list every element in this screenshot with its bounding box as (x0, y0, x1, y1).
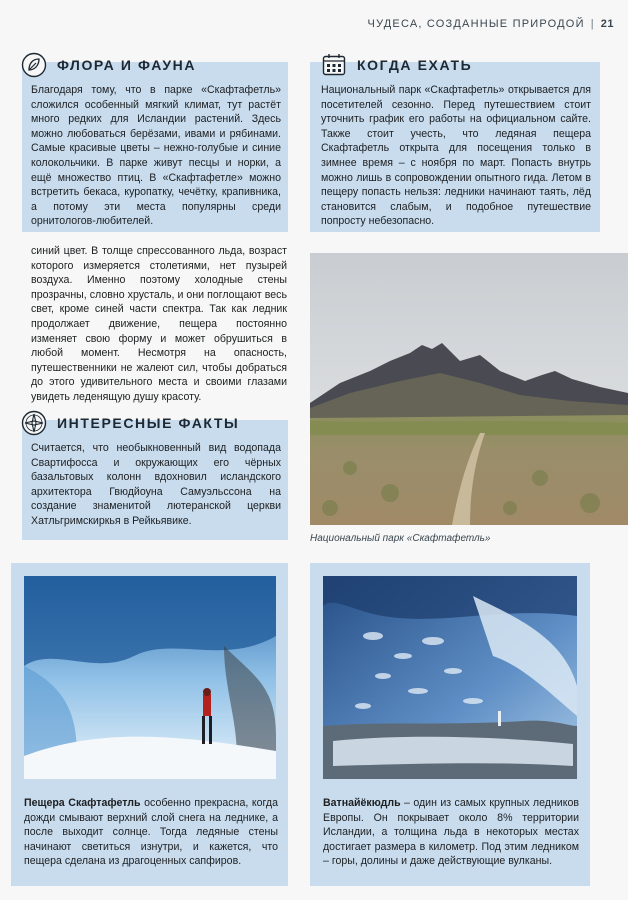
running-header (368, 18, 614, 30)
glacier-caption (323, 796, 579, 869)
cave-caption-bold: Пещера Скафтафетль (24, 797, 141, 809)
facts-text: Считается, что необыкновенный вид водопада Свартифосса и окружающих его чёрных базальтовых колонн вдохновил исландского архитектора Гвюдйоуна Самуэльссона на создание знаменитой лютеранской церкви Хатльгримскиркья в Рейкьявике. (31, 442, 281, 527)
cave-caption-rest: особенно прекрасна, когда дожди смывают верхний слой снега на леднике, а после выходит солнце. Тогда ледяные стены начинают светиться изнутри, и кажется, что пещера сделана из драгоценных сапфиров. (24, 797, 278, 868)
continued-text: синий цвет. В толще спрессованного льда, возраст которого измеряется столетиями, нет пузырей воздуха. Именно поэтому холодные стены прозрачны, словно хрусталь, и они поглощают весь свет, кроме синей части спектра. Так как ледник продолжает движение, пещера постоянно изменяет свою форму и может обрушиться в любой момент. Несмотря на опасность, путешественники не жалеют сил, чтобы добраться до этого удивительного места и своими глазами увидеть леденящую душу красоту. (31, 245, 287, 403)
when-heading (320, 51, 472, 79)
running-header-section: ЧУДЕСА, СОЗДАННЫЕ ПРИРОДОЙ (367, 18, 585, 30)
flora-heading (20, 51, 196, 79)
when-title: КОГДА ЕХАТЬ (357, 57, 473, 73)
facts-heading (20, 409, 239, 437)
park-photo-caption: Национальный парк «Скафтафетль» (310, 533, 491, 544)
page-number: 21 (600, 18, 614, 30)
facts-title: ИНТЕРЕСНЫЕ ФАКТЫ (57, 415, 240, 431)
calendar-icon (320, 51, 348, 79)
cave-caption (24, 796, 278, 869)
glacier-photo (323, 576, 577, 779)
glacier-caption-rest: – один из самых крупных ледников Европы. Он покрывает около 8% территории Исландии, а толщина льда в некоторых местах достигает размера в километр. Под этим ледником – горы, долины и даже действующие вулканы. (323, 797, 579, 868)
flora-text: Благодаря тому, что в парке «Скафтафетль» сложился особенный мягкий климат, тут растёт много редких для Исландии растений. Здесь можно любоваться берёзами, ивами и рябинами. Самые красивые цветы – нежно-голубые и синие колокольчики. В парке живут песцы и норки, а ещё множество птиц. В «Скафтафетле» можно встретить бекаса, куропатку, чечётку, крапивника, а потому эти места популярны среди орнитологов-любителей. (31, 84, 281, 228)
running-header-separator: | (590, 18, 595, 30)
flora-title: ФЛОРА И ФАУНА (57, 57, 197, 73)
ice-cave-photo (24, 576, 276, 779)
when-text: Национальный парк «Скафтафетль» открывается для посетителей сезонно. Перед путешествием стоит уточнить график его работы на официальном сайте. Также стоит учесть, что ледяная пещера Скафтафетль открыта для посещения только в зимнее время – с ноября по март. Попасть внутрь можно лишь в сопровождении опытного гида. Летом в пещеру попасть нельзя: ледники начинают таять, лёд становится слабым, и подобное путешествие попросту небезопасно. (321, 84, 591, 228)
park-photo (310, 253, 628, 525)
leaf-icon (20, 51, 48, 79)
glacier-caption-bold: Ватнайёкюдль (323, 797, 401, 809)
compass-icon (20, 409, 48, 437)
